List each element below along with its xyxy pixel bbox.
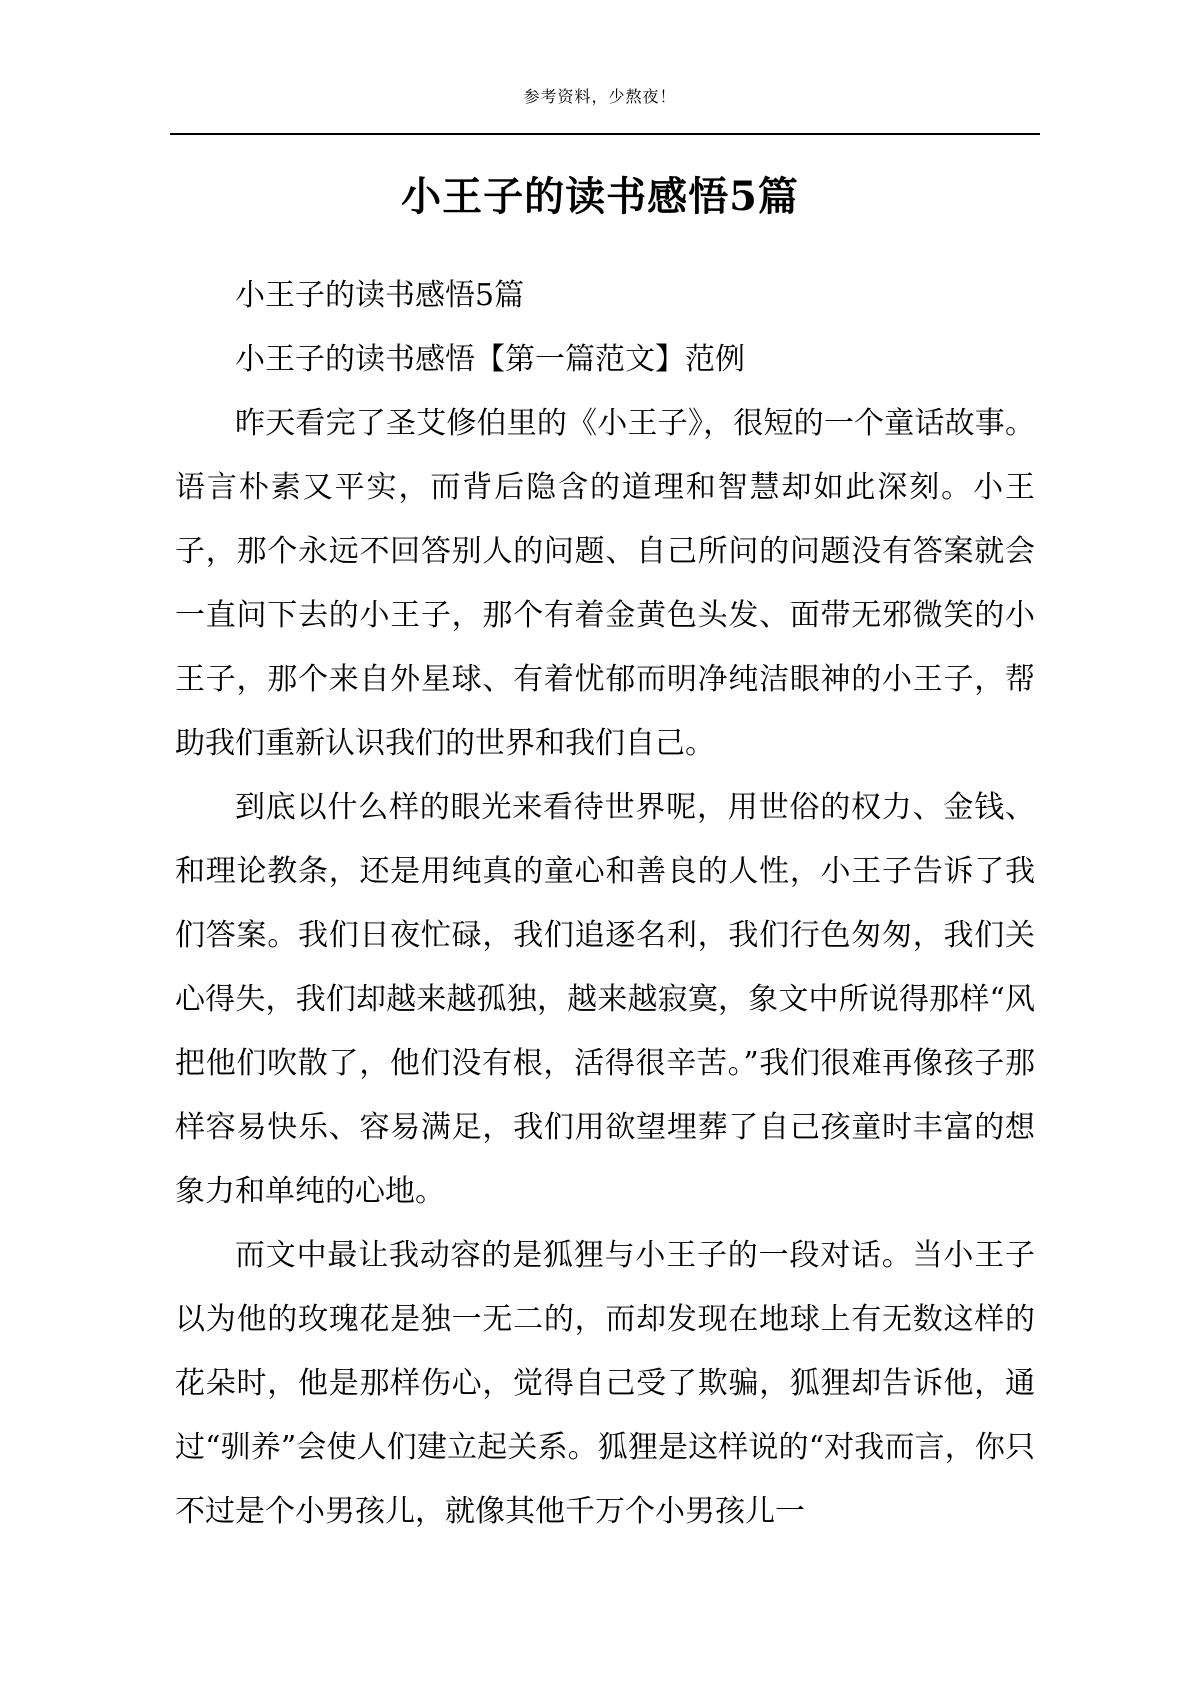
document-body xyxy=(175,264,1035,1544)
document-title: 小王子的读书感悟5篇 xyxy=(401,172,799,220)
paragraph: 而文中最让我动容的是狐狸与小王子的一段对话。当小王子以为他的玫瑰花是独一无二的，而却发现在地球上有无数这样的花朵时，他是那样伤心，觉得自己受了欺骗，狐狸却告诉他，通过“驯养”会使人们建立起关系。狐狸是这样说的“对我而言，你只不过是个小男孩儿，就像其他千万个小男孩儿一 xyxy=(175,1238,1035,1529)
paragraph: 昨天看完了圣艾修伯里的《小王子》，很短的一个童话故事。语言朴素又平实，而背后隐含的道理和智慧却如此深刻。小王子，那个永远不回答别人的问题、自己所问的问题没有答案就会一直问下去的小王子，那个有着金黄色头发、面带无邪微笑的小王子，那个来自外星球、有着忧郁而明净纯洁眼神的小王子，帮助我们重新认识我们的世界和我们自己。 xyxy=(175,406,1035,761)
paragraph-subtitle: 小王子的读书感悟5篇 xyxy=(235,278,525,313)
header-divider xyxy=(170,133,1040,135)
paragraph: 到底以什么样的眼光来看待世界呢，用世俗的权力、金钱、和理论教条，还是用纯真的童心和善良的人性，小王子告诉了我们答案。我们日夜忙碌，我们追逐名利，我们行色匆匆，我们关心得失，我们却越来越孤独，越来越寂寞，象文中所说得那样“风把他们吹散了，他们没有根，活得很辛苦。”我们很难再像孩子那样容易快乐、容易满足，我们用欲望埋葬了自己孩童时丰富的想象力和单纯的心地。 xyxy=(175,790,1035,1209)
paragraph-section-heading: 小王子的读书感悟【第一篇范文】范例 xyxy=(235,342,745,377)
header-note: 参考资料，少熬夜！ xyxy=(523,87,677,106)
